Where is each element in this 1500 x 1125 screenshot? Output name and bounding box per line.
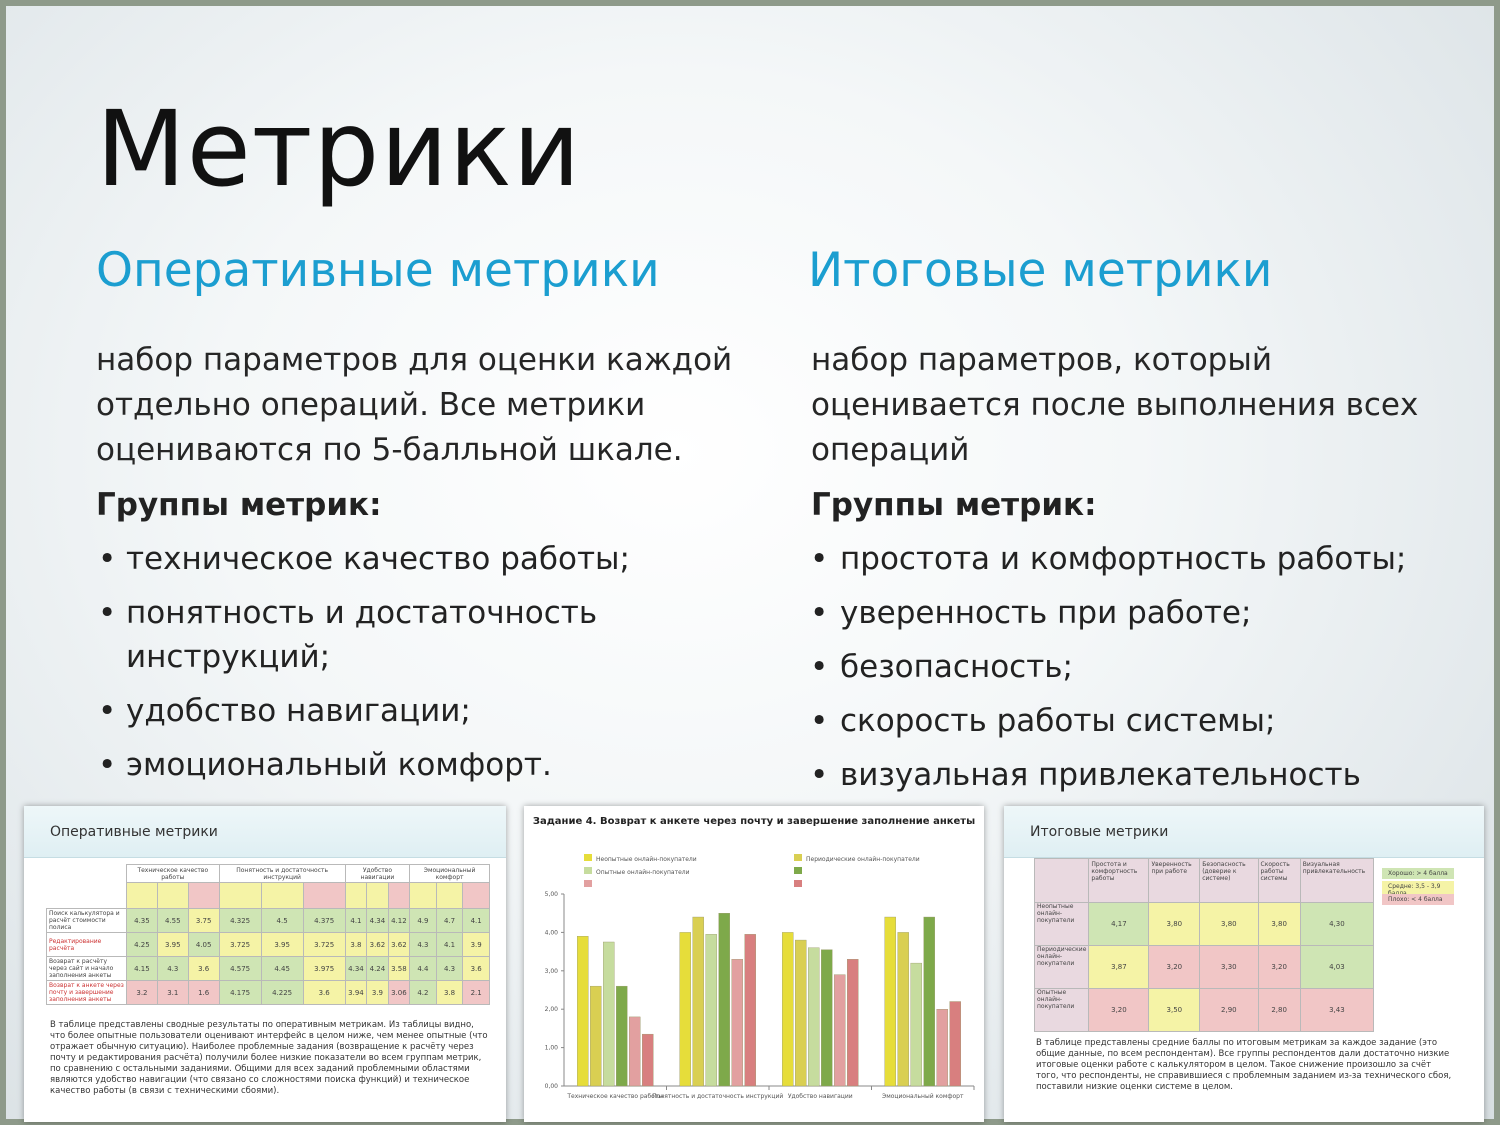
subheader-cell (388, 883, 409, 909)
row-label-cell: Возврат к расчёту через сайт и начало заполнения анкеты (47, 957, 127, 981)
table-cell: 3,20 (1149, 946, 1200, 989)
operational-metrics-description (96, 338, 776, 473)
list-item (96, 537, 776, 581)
list-item-text: понятность и достаточность (126, 595, 598, 631)
column-header-cell: Скорость работы системы (1258, 859, 1300, 903)
subheader-cell (345, 883, 366, 909)
legend-medium: Средне: 3,5 - 3,9 (1382, 881, 1454, 899)
x-tick-label: Понятность и достаточность инструкций (652, 1093, 784, 1100)
legend-swatch (584, 867, 592, 874)
bar (719, 913, 730, 1086)
bullet-icon: • (810, 757, 829, 793)
list-item-text: удобство навигации; (126, 693, 471, 729)
table-cell: 3.725 (219, 933, 261, 957)
desc-line: отдельно операций. Все метрики (96, 387, 646, 423)
table-cell: 4.45 (261, 957, 303, 981)
table-cell: 3.06 (388, 981, 409, 1005)
row-label-cell: Возврат к анкете через почту и завершение заполнения анкеты (47, 981, 127, 1005)
table-row (47, 909, 490, 933)
bar (745, 934, 756, 1086)
table-cell: 3.6 (188, 957, 219, 981)
subheader-cell (367, 883, 388, 909)
y-tick-label: 3,00 (544, 967, 558, 975)
row-label-cell: Опытные онлайн-покупатели (1035, 989, 1089, 1032)
groups-label: Группы метрик: (811, 487, 1097, 523)
group-header-cell: Техническое качество работы (127, 865, 220, 883)
table-cell: 3,87 (1089, 946, 1149, 989)
table-cell: 3.62 (367, 933, 388, 957)
subheader-cell (219, 883, 261, 909)
table-cell: 4.4 (410, 957, 437, 981)
table-row (47, 957, 490, 981)
bullet-icon: • (98, 747, 117, 783)
subheader-cell (127, 883, 158, 909)
list-item-text: визуальная привлекательность (840, 757, 1361, 793)
column-header-cell: Визуальная привлекательность (1300, 859, 1373, 903)
table-cell: 4.3 (157, 957, 188, 981)
table-cell: 4.15 (127, 957, 158, 981)
table-cell: 3.95 (261, 933, 303, 957)
y-tick-label: 0,00 (544, 1083, 558, 1090)
column-header-cell: Простота и комфортность работы (1089, 859, 1149, 903)
table-cell (1035, 859, 1089, 903)
table-row (47, 933, 490, 957)
table-cell: 4.175 (219, 981, 261, 1005)
table-cell: 4.3 (436, 957, 463, 981)
bullet-icon: • (810, 703, 829, 739)
bar (808, 948, 819, 1086)
table-cell: 3,80 (1149, 903, 1200, 946)
table-row (47, 981, 490, 1005)
table-cell: 4,03 (1300, 946, 1373, 989)
bar-chart (524, 806, 984, 1122)
table-cell: 4.25 (127, 933, 158, 957)
table-cell: 3.8 (345, 933, 366, 957)
legend-label: Периодические онлайн-покупатели (806, 856, 920, 863)
group-header-cell: Эмоциональный комфорт (410, 865, 490, 883)
bar (911, 963, 922, 1086)
summary-metrics-thumbnail (1004, 806, 1484, 1122)
subheader-cell (188, 883, 219, 909)
list-item (808, 537, 1488, 581)
table-cell: 3.6 (303, 981, 345, 1005)
table-cell: 4.35 (127, 909, 158, 933)
table-cell: 3.2 (127, 981, 158, 1005)
table-cell: 4.375 (303, 909, 345, 933)
table-header-row (1035, 859, 1374, 903)
column-header-cell: Безопасность (доверие к системе) (1200, 859, 1258, 903)
legend-bad: Плохо: < 4 балла (1382, 894, 1454, 905)
subheader-cell (157, 883, 188, 909)
bullet-icon: • (810, 649, 829, 685)
table-row (1035, 989, 1374, 1032)
bar (629, 1017, 640, 1086)
table-cell: 3,50 (1149, 989, 1200, 1032)
row-label-cell: Неопытные онлайн-покупатели (1035, 903, 1089, 946)
row-label-cell: Редактирование расчёта (47, 933, 127, 957)
bar (590, 986, 601, 1086)
list-item-text: скорость работы системы; (840, 703, 1276, 739)
table-cell: 4.325 (219, 909, 261, 933)
group-header-cell: Понятность и достаточность инструкций (219, 865, 345, 883)
bullet-icon: • (810, 595, 829, 631)
desc-line: оценивается после выполнения всех (811, 387, 1419, 423)
table-cell: 4.55 (157, 909, 188, 933)
table-note: В таблице представлены средние баллы по итоговым метрикам за каждое задание (это общие данные, по всем респондентам). Все группы респондентов дали достаточно низкие итоговые оценки работе с калькулятором в целом. Такое снижение произошло за счёт того, что респонденты, не справившиеся с проблемным заданием из-за технического сбоя, поставили низкие оценки системе в целом. (1036, 1038, 1452, 1092)
summary-metrics-heading: Итоговые метрики (808, 243, 1273, 298)
x-tick-label: Техническое качество работы (567, 1093, 664, 1100)
table-cell: 4.1 (345, 909, 366, 933)
list-item (96, 591, 776, 679)
table-cell: 4.7 (436, 909, 463, 933)
summary-metrics-list (808, 537, 1488, 797)
bar (577, 936, 588, 1086)
table-cell: 2.1 (463, 981, 490, 1005)
subheader-cell (463, 883, 490, 909)
summary-metrics-table (1034, 858, 1374, 1032)
table-cell: 4,17 (1089, 903, 1149, 946)
table-cell: 4.1 (463, 909, 490, 933)
table-cell: 4.2 (410, 981, 437, 1005)
desc-line: набор параметров, который (811, 342, 1272, 378)
list-item (96, 743, 776, 787)
subheader-cell (261, 883, 303, 909)
legend-good: Хорошо: > 4 балла (1382, 868, 1454, 879)
bullet-icon: • (98, 693, 117, 729)
bar (603, 942, 614, 1086)
thumbnail-title: Итоговые метрики (1004, 806, 1484, 858)
table-cell (47, 865, 127, 883)
table-cell: 3.75 (188, 909, 219, 933)
legend-swatch (794, 854, 802, 861)
table-cell: 3.62 (388, 933, 409, 957)
legend-swatch (794, 867, 802, 874)
legend-label: Неопытные онлайн-покупатели (596, 856, 697, 863)
table-row (1035, 946, 1374, 989)
table-cell: 3,43 (1300, 989, 1373, 1032)
bullet-icon: • (98, 541, 117, 577)
table-cell: 4.3 (410, 933, 437, 957)
table-cell: 4.1 (436, 933, 463, 957)
x-tick-label: Эмоциональный комфорт (882, 1093, 964, 1100)
operational-metrics-table (46, 864, 490, 1005)
table-cell: 3,30 (1200, 946, 1258, 989)
desc-line: операций (811, 432, 970, 468)
table-cell: 4.05 (188, 933, 219, 957)
y-tick-label: 4,00 (544, 929, 558, 937)
table-header-row (47, 883, 490, 909)
column-header-cell: Уверенность при работе (1149, 859, 1200, 903)
thumbnail-title: Оперативные метрики (24, 806, 506, 858)
operational-metrics-list (96, 537, 776, 787)
subheader-cell (303, 883, 345, 909)
group-header-cell: Удобство навигации (345, 865, 409, 883)
bar (680, 932, 691, 1086)
bar (732, 959, 743, 1086)
table-cell: 3.9 (463, 933, 490, 957)
bar (847, 959, 858, 1086)
legend-label: Опытные онлайн-покупатели (596, 869, 690, 876)
table-cell: 3.6 (463, 957, 490, 981)
table-cell: 3.1 (157, 981, 188, 1005)
table-row (1035, 903, 1374, 946)
bar (937, 1009, 948, 1086)
table-cell: 3.975 (303, 957, 345, 981)
table-cell: 2,80 (1258, 989, 1300, 1032)
bar (616, 986, 627, 1086)
table-cell: 4.12 (388, 909, 409, 933)
task4-chart-thumbnail (524, 806, 984, 1122)
table-cell: 3,20 (1089, 989, 1149, 1032)
table-cell: 1.6 (188, 981, 219, 1005)
operational-metrics-column (96, 238, 776, 797)
list-item-text: безопасность; (840, 649, 1073, 685)
table-cell: 3.725 (303, 933, 345, 957)
row-label-cell: Поиск калькулятора и расчёт стоимости полиса (47, 909, 127, 933)
bar (898, 932, 909, 1086)
summary-metrics-column (808, 238, 1488, 807)
table-cell: 3.95 (157, 933, 188, 957)
bar (834, 975, 845, 1086)
table-cell: 3.94 (345, 981, 366, 1005)
groups-label: Группы метрик: (96, 487, 382, 523)
bullet-icon: • (98, 595, 117, 631)
bar (950, 1002, 961, 1086)
list-item (808, 645, 1488, 689)
list-item (808, 753, 1488, 797)
list-item-text: эмоциональный комфорт. (126, 747, 552, 783)
bar (795, 940, 806, 1086)
table-note: В таблице представлены сводные результаты по оперативным метрикам. Из таблицы видно, что более опытные пользователи оценивают интерфейс в целом ниже, чем менее опытные (что отражает обычную ситуацию). Наиболее проблемные задания (возвращение к расчёту через почту и редактирования расчёта) получили более низкие показатели во всем группам метрик, по сравнению с остальными заданиями. Общими для всех заданий проблемными областями являются удобство навигации (что связано со сложностями поиска функций) и техническое качество работы (в связи с техническими сбоями). (50, 1020, 488, 1096)
legend-swatch (584, 880, 592, 887)
table-cell: 4.225 (261, 981, 303, 1005)
list-item-text: уверенность при работе; (840, 595, 1252, 631)
y-tick-label: 5,00 (544, 891, 558, 898)
subheader-cell (410, 883, 437, 909)
bar (782, 932, 793, 1086)
list-item (808, 591, 1488, 635)
list-item-text: инструкций; (126, 639, 331, 675)
desc-line: оцениваются по 5-балльной шкале. (96, 432, 683, 468)
list-item-text: техническое качество работы; (126, 541, 630, 577)
table-cell: 4.575 (219, 957, 261, 981)
y-tick-label: 2,00 (544, 1006, 558, 1014)
bar (924, 917, 935, 1086)
operational-metrics-heading: Оперативные метрики (96, 243, 660, 298)
table-cell: 3,20 (1258, 946, 1300, 989)
table-cell: 4.9 (410, 909, 437, 933)
list-item-text: простота и комфортность работы; (840, 541, 1407, 577)
table-header-row (47, 865, 490, 883)
table-cell: 3,80 (1200, 903, 1258, 946)
desc-line: набор параметров для оценки каждой (96, 342, 733, 378)
list-item (96, 689, 776, 733)
table-cell: 2,90 (1200, 989, 1258, 1032)
operational-metrics-thumbnail (24, 806, 506, 1122)
table-cell (47, 883, 127, 909)
table-cell: 3,80 (1258, 903, 1300, 946)
bullet-icon: • (810, 541, 829, 577)
x-tick-label: Удобство навигации (787, 1093, 853, 1100)
table-cell: 4.34 (367, 909, 388, 933)
slide-title: Метрики (96, 88, 582, 210)
bar (693, 917, 704, 1086)
bar (642, 1034, 653, 1086)
legend-swatch (584, 854, 592, 861)
bar (706, 934, 717, 1086)
summary-metrics-description (808, 338, 1488, 473)
subheader-cell (436, 883, 463, 909)
table-cell: 4,30 (1300, 903, 1373, 946)
table-cell: 4.34 (345, 957, 366, 981)
table-cell: 3.9 (367, 981, 388, 1005)
row-label-cell: Периодические онлайн-покупатели (1035, 946, 1089, 989)
table-cell: 4.5 (261, 909, 303, 933)
y-tick-label: 1,00 (544, 1044, 558, 1052)
table-cell: 4.24 (367, 957, 388, 981)
bar (821, 950, 832, 1086)
chart-title: Задание 4. Возврат к анкете через почту и завершение заполнение анкеты (532, 816, 976, 827)
legend-swatch (794, 880, 802, 887)
list-item (808, 699, 1488, 743)
table-cell: 3.8 (436, 981, 463, 1005)
bar (885, 917, 896, 1086)
table-cell: 3.58 (388, 957, 409, 981)
